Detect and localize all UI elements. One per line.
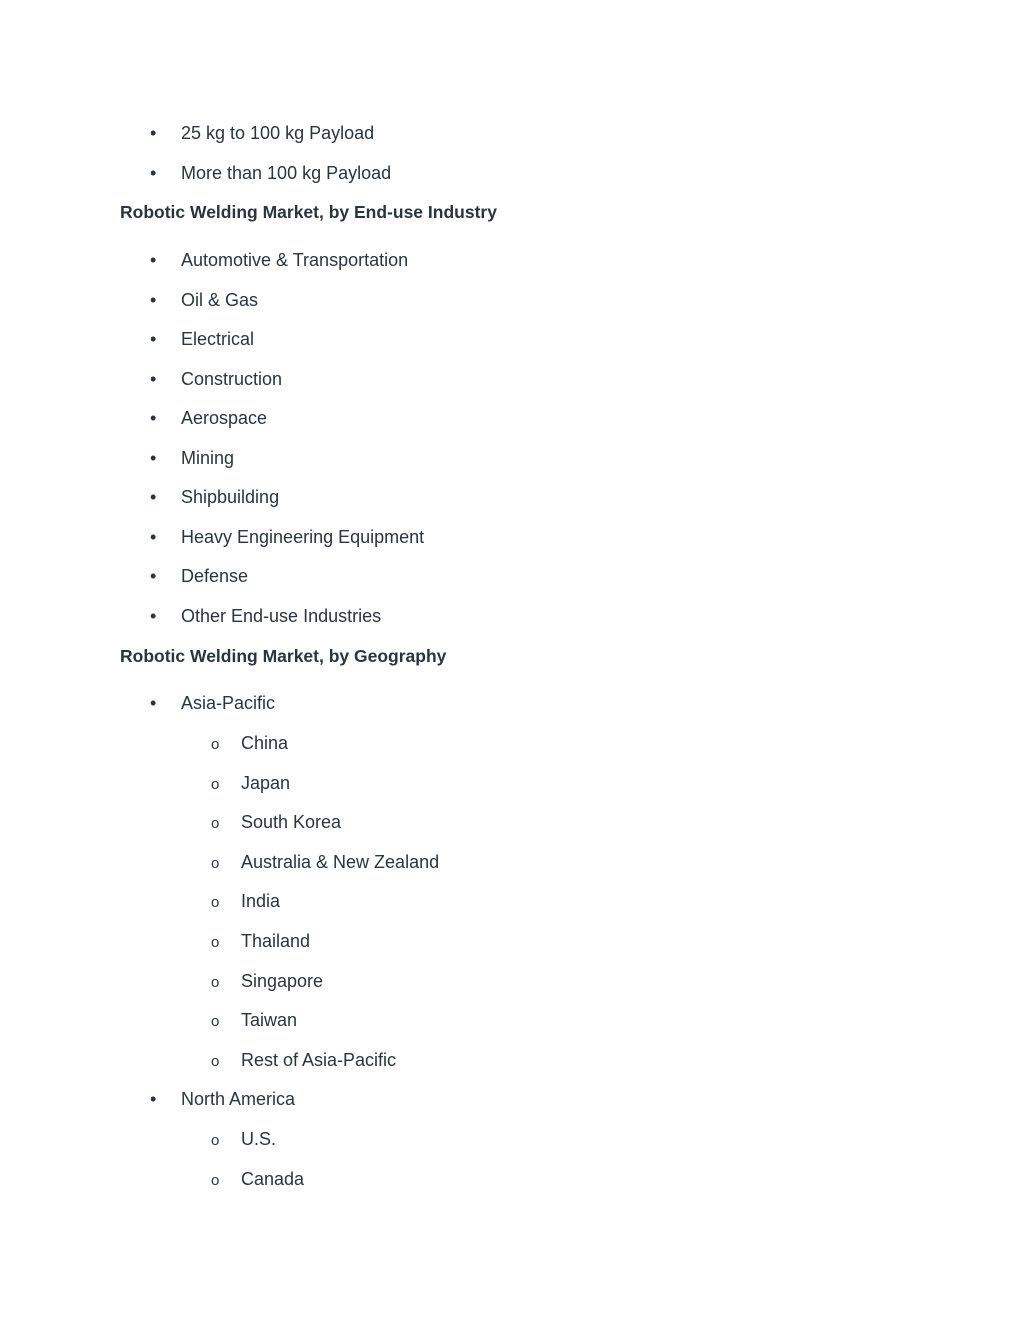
circle-bullet-icon: o [211,736,220,753]
bullet-icon: • [150,566,157,586]
list-item-country: Taiwan [241,1010,298,1030]
circle-bullet-icon: o [211,974,220,991]
circle-bullet-icon: o [211,1172,220,1189]
bullet-icon: • [150,487,157,507]
circle-bullet-icon: o [211,855,220,872]
list-item-country: China [241,733,289,753]
list-item-end-use: Other End-use Industries [181,606,382,626]
bullet-icon: • [150,123,157,143]
list-item-country: Canada [241,1169,305,1189]
list-item-country: U.S. [241,1129,277,1149]
circle-bullet-icon: o [211,815,220,832]
bullet-icon: • [150,290,157,310]
list-item-country: Singapore [241,971,324,991]
bullet-icon: • [150,693,157,713]
list-item-payload: 25 kg to 100 kg Payload [181,123,375,143]
list-item-country: India [241,891,281,911]
list-item-region: Asia-Pacific [181,693,276,713]
list-item-end-use: Construction [181,369,283,389]
circle-bullet-icon: o [211,894,220,911]
circle-bullet-icon: o [211,776,220,793]
list-item-end-use: Oil & Gas [181,290,259,310]
list-item-country: Japan [241,773,291,793]
circle-bullet-icon: o [211,934,220,951]
list-item-end-use: Shipbuilding [181,487,280,507]
bullet-icon: • [150,606,157,626]
circle-bullet-icon: o [211,1013,220,1030]
bullet-icon: • [150,250,157,270]
circle-bullet-icon: o [211,1132,220,1149]
bullet-icon: • [150,1089,157,1109]
section-heading-end-use: Robotic Welding Market, by End-use Industry [120,202,497,222]
list-item-country: Thailand [241,931,311,951]
bullet-icon: • [150,163,157,183]
list-item-end-use: Heavy Engineering Equipment [181,527,425,547]
bullet-icon: • [150,448,157,468]
list-item-end-use: Defense [181,566,249,586]
list-item-end-use: Aerospace [181,408,268,428]
bullet-icon: • [150,369,157,389]
circle-bullet-icon: o [211,1053,220,1070]
list-item-end-use: Automotive & Transportation [181,250,409,270]
bullet-icon: • [150,408,157,428]
list-item-region: North America [181,1089,296,1109]
list-item-end-use: Electrical [181,329,255,349]
list-item-country: Rest of Asia-Pacific [241,1050,397,1070]
list-item-country: Australia & New Zealand [241,852,440,872]
list-item-end-use: Mining [181,448,235,468]
section-heading-geography: Robotic Welding Market, by Geography [120,646,447,666]
bullet-icon: • [150,527,157,547]
bullet-icon: • [150,329,157,349]
list-item-country: South Korea [241,812,342,832]
list-item-payload: More than 100 kg Payload [181,163,392,183]
